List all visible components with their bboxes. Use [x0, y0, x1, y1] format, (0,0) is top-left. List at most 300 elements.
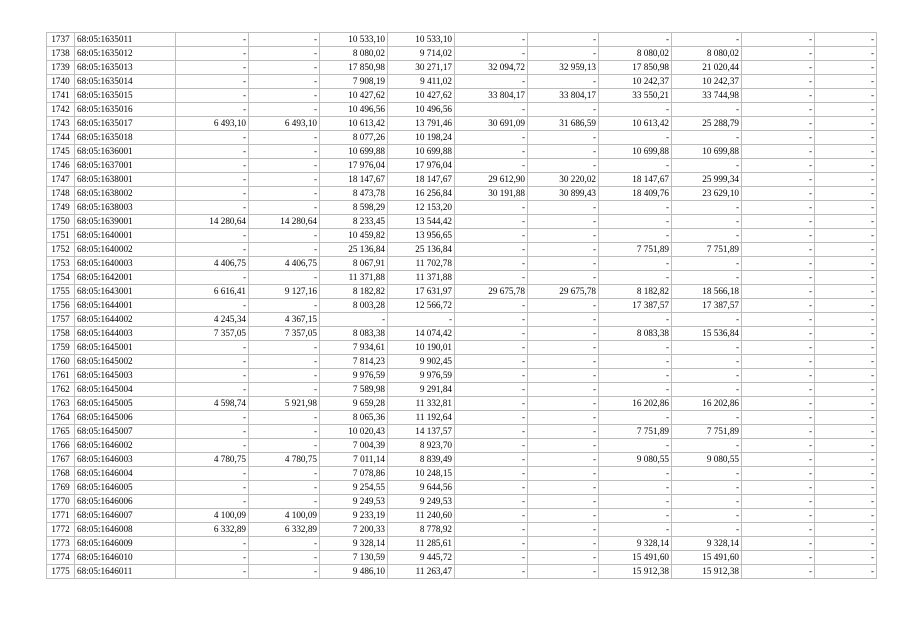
value-cell: 29 675,78 [455, 285, 528, 299]
row-number-cell: 1758 [47, 327, 75, 341]
value-cell: - [249, 89, 320, 103]
value-cell: 4 100,09 [176, 509, 249, 523]
value-cell: 6 616,41 [176, 285, 249, 299]
cadastral-code-cell: 68:05:1646007 [75, 509, 176, 523]
value-cell: - [528, 215, 599, 229]
row-number-cell: 1746 [47, 159, 75, 173]
value-cell: - [815, 439, 877, 453]
value-cell: - [455, 103, 528, 117]
cadastral-code-cell: 68:05:1638001 [75, 173, 176, 187]
value-cell: 8 233,45 [320, 215, 388, 229]
value-cell: 4 780,75 [249, 453, 320, 467]
data-table [46, 32, 877, 579]
value-cell: 7 751,89 [672, 243, 742, 257]
value-cell: - [528, 313, 599, 327]
value-cell: - [249, 47, 320, 61]
value-cell: - [742, 467, 815, 481]
value-cell: - [742, 397, 815, 411]
value-cell: 14 074,42 [388, 327, 455, 341]
table-row [47, 61, 877, 75]
value-cell: 8 003,28 [320, 299, 388, 313]
row-number-cell: 1739 [47, 61, 75, 75]
row-number-cell: 1759 [47, 341, 75, 355]
value-cell: - [742, 369, 815, 383]
table-row [47, 523, 877, 537]
value-cell: 7 130,59 [320, 551, 388, 565]
value-cell: - [455, 439, 528, 453]
table-row [47, 117, 877, 131]
value-cell: 25 136,84 [320, 243, 388, 257]
value-cell: 9 233,19 [320, 509, 388, 523]
value-cell: - [599, 411, 672, 425]
value-cell: - [249, 271, 320, 285]
value-cell: 4 100,09 [249, 509, 320, 523]
value-cell: 30 899,43 [528, 187, 599, 201]
table-row [47, 327, 877, 341]
cadastral-code-cell: 68:05:1637001 [75, 159, 176, 173]
value-cell: - [528, 509, 599, 523]
value-cell: 15 912,38 [672, 565, 742, 579]
value-cell: - [176, 271, 249, 285]
value-cell: 14 280,64 [249, 215, 320, 229]
table-row [47, 299, 877, 313]
value-cell: - [528, 523, 599, 537]
value-cell: - [672, 257, 742, 271]
value-cell: - [249, 383, 320, 397]
value-cell: - [176, 383, 249, 397]
value-cell: 4 406,75 [249, 257, 320, 271]
row-number-cell: 1748 [47, 187, 75, 201]
value-cell: - [249, 481, 320, 495]
value-cell: - [528, 159, 599, 173]
value-cell: 10 533,10 [320, 33, 388, 47]
table-row [47, 495, 877, 509]
value-cell: - [742, 327, 815, 341]
cadastral-code-cell: 68:05:1635014 [75, 75, 176, 89]
value-cell: 23 629,10 [672, 187, 742, 201]
value-cell: 4 406,75 [176, 257, 249, 271]
value-cell: - [599, 369, 672, 383]
value-cell: 10 496,56 [320, 103, 388, 117]
value-cell: - [176, 243, 249, 257]
value-cell: 9 976,59 [388, 369, 455, 383]
value-cell: 4 367,15 [249, 313, 320, 327]
value-cell: - [528, 75, 599, 89]
row-number-cell: 1764 [47, 411, 75, 425]
value-cell: - [455, 33, 528, 47]
value-cell: 17 850,98 [320, 61, 388, 75]
value-cell: - [742, 313, 815, 327]
value-cell: 6 332,89 [176, 523, 249, 537]
value-cell: - [249, 565, 320, 579]
value-cell: - [672, 229, 742, 243]
value-cell: 33 744,98 [672, 89, 742, 103]
value-cell: 17 976,04 [388, 159, 455, 173]
value-cell: - [742, 341, 815, 355]
value-cell: - [815, 383, 877, 397]
value-cell: 10 699,88 [672, 145, 742, 159]
value-cell: - [599, 271, 672, 285]
row-number-cell: 1744 [47, 131, 75, 145]
value-cell: - [528, 467, 599, 481]
value-cell: 8 839,49 [388, 453, 455, 467]
value-cell: - [528, 425, 599, 439]
value-cell: 17 387,57 [599, 299, 672, 313]
cadastral-code-cell: 68:05:1640002 [75, 243, 176, 257]
value-cell: - [742, 509, 815, 523]
value-cell: - [599, 481, 672, 495]
value-cell: - [742, 61, 815, 75]
value-cell: 9 714,02 [388, 47, 455, 61]
value-cell: - [455, 383, 528, 397]
value-cell: 15 491,60 [672, 551, 742, 565]
row-number-cell: 1774 [47, 551, 75, 565]
cadastral-code-cell: 68:05:1635011 [75, 33, 176, 47]
value-cell: 21 020,44 [672, 61, 742, 75]
value-cell: - [176, 145, 249, 159]
value-cell: - [249, 495, 320, 509]
value-cell: - [742, 495, 815, 509]
value-cell: 8 778,92 [388, 523, 455, 537]
value-cell: - [249, 145, 320, 159]
value-cell: 10 613,42 [320, 117, 388, 131]
value-cell: 9 976,59 [320, 369, 388, 383]
value-cell: - [249, 551, 320, 565]
value-cell: - [320, 313, 388, 327]
value-cell: - [672, 523, 742, 537]
value-cell: - [528, 411, 599, 425]
row-number-cell: 1769 [47, 481, 75, 495]
value-cell: - [176, 495, 249, 509]
value-cell: 30 691,09 [455, 117, 528, 131]
cadastral-code-cell: 68:05:1645001 [75, 341, 176, 355]
value-cell: 9 644,56 [388, 481, 455, 495]
value-cell: 7 357,05 [249, 327, 320, 341]
value-cell: - [672, 439, 742, 453]
table-row [47, 89, 877, 103]
value-cell: 10 242,37 [599, 75, 672, 89]
value-cell: - [455, 271, 528, 285]
value-cell: - [249, 159, 320, 173]
value-cell: 11 285,61 [388, 537, 455, 551]
value-cell: - [455, 467, 528, 481]
value-cell: 18 409,76 [599, 187, 672, 201]
row-number-cell: 1752 [47, 243, 75, 257]
cadastral-code-cell: 68:05:1635013 [75, 61, 176, 75]
value-cell: - [599, 355, 672, 369]
value-cell: - [599, 159, 672, 173]
cadastral-code-cell: 68:05:1645006 [75, 411, 176, 425]
value-cell: - [672, 481, 742, 495]
value-cell: 10 248,15 [388, 467, 455, 481]
cadastral-code-cell: 68:05:1646006 [75, 495, 176, 509]
value-cell: - [815, 341, 877, 355]
value-cell: - [742, 131, 815, 145]
row-number-cell: 1742 [47, 103, 75, 117]
cadastral-code-cell: 68:05:1645002 [75, 355, 176, 369]
value-cell: - [672, 131, 742, 145]
value-cell: - [455, 159, 528, 173]
table-row [47, 131, 877, 145]
row-number-cell: 1772 [47, 523, 75, 537]
value-cell: - [528, 327, 599, 341]
value-cell: 8 083,38 [599, 327, 672, 341]
row-number-cell: 1743 [47, 117, 75, 131]
cadastral-code-cell: 68:05:1644002 [75, 313, 176, 327]
table-row [47, 453, 877, 467]
value-cell: - [599, 215, 672, 229]
value-cell: - [815, 495, 877, 509]
table-row [47, 243, 877, 257]
value-cell: - [455, 369, 528, 383]
value-cell: - [742, 257, 815, 271]
row-number-cell: 1771 [47, 509, 75, 523]
value-cell: - [249, 299, 320, 313]
table-row [47, 75, 877, 89]
value-cell: 18 147,67 [388, 173, 455, 187]
value-cell: 10 198,24 [388, 131, 455, 145]
value-cell: 7 078,86 [320, 467, 388, 481]
value-cell: 8 598,29 [320, 201, 388, 215]
value-cell: - [742, 229, 815, 243]
value-cell: - [742, 159, 815, 173]
value-cell: - [455, 215, 528, 229]
value-cell: - [672, 495, 742, 509]
value-cell: - [176, 89, 249, 103]
value-cell: - [672, 201, 742, 215]
value-cell: - [176, 75, 249, 89]
value-cell: - [176, 341, 249, 355]
value-cell: 17 976,04 [320, 159, 388, 173]
cadastral-code-cell: 68:05:1635015 [75, 89, 176, 103]
row-number-cell: 1745 [47, 145, 75, 159]
value-cell: - [599, 201, 672, 215]
table-row [47, 411, 877, 425]
value-cell: - [249, 229, 320, 243]
value-cell: 9 080,55 [599, 453, 672, 467]
row-number-cell: 1770 [47, 495, 75, 509]
value-cell: - [815, 551, 877, 565]
value-cell: - [672, 411, 742, 425]
value-cell: 9 328,14 [320, 537, 388, 551]
row-number-cell: 1747 [47, 173, 75, 187]
value-cell: 10 020,43 [320, 425, 388, 439]
value-cell: - [455, 355, 528, 369]
value-cell: - [815, 523, 877, 537]
value-cell: - [599, 467, 672, 481]
value-cell: - [599, 383, 672, 397]
value-cell: - [455, 565, 528, 579]
value-cell: - [742, 243, 815, 257]
value-cell: - [815, 131, 877, 145]
value-cell: - [176, 551, 249, 565]
value-cell: 5 921,98 [249, 397, 320, 411]
value-cell: 17 850,98 [599, 61, 672, 75]
value-cell: - [528, 383, 599, 397]
value-cell: 25 288,79 [672, 117, 742, 131]
table-row [47, 187, 877, 201]
value-cell: - [528, 257, 599, 271]
value-cell: 6 493,10 [249, 117, 320, 131]
value-cell: 8 080,02 [599, 47, 672, 61]
value-cell: 10 190,01 [388, 341, 455, 355]
table-row [47, 271, 877, 285]
value-cell: - [176, 173, 249, 187]
value-cell: 6 493,10 [176, 117, 249, 131]
value-cell: - [528, 369, 599, 383]
value-cell: - [815, 313, 877, 327]
cadastral-code-cell: 68:05:1640003 [75, 257, 176, 271]
value-cell: 9 328,14 [599, 537, 672, 551]
value-cell: - [815, 33, 877, 47]
value-cell: - [672, 355, 742, 369]
value-cell: - [249, 537, 320, 551]
value-cell: 8 065,36 [320, 411, 388, 425]
row-number-cell: 1753 [47, 257, 75, 271]
value-cell: - [815, 257, 877, 271]
value-cell: 9 249,53 [388, 495, 455, 509]
row-number-cell: 1760 [47, 355, 75, 369]
value-cell: - [815, 481, 877, 495]
value-cell: - [815, 411, 877, 425]
table-row [47, 397, 877, 411]
value-cell: - [742, 173, 815, 187]
cadastral-code-cell: 68:05:1646004 [75, 467, 176, 481]
value-cell: - [528, 33, 599, 47]
cadastral-code-cell: 68:05:1646005 [75, 481, 176, 495]
table-row [47, 383, 877, 397]
value-cell: - [815, 369, 877, 383]
row-number-cell: 1762 [47, 383, 75, 397]
cadastral-code-cell: 68:05:1640001 [75, 229, 176, 243]
value-cell: 10 459,82 [320, 229, 388, 243]
value-cell: - [176, 229, 249, 243]
value-cell: - [815, 117, 877, 131]
value-cell: - [455, 425, 528, 439]
value-cell: 16 256,84 [388, 187, 455, 201]
value-cell: 10 533,10 [388, 33, 455, 47]
value-cell: 13 956,65 [388, 229, 455, 243]
cadastral-code-cell: 68:05:1635018 [75, 131, 176, 145]
value-cell: - [599, 495, 672, 509]
value-cell: - [455, 551, 528, 565]
value-cell: 10 242,37 [672, 75, 742, 89]
value-cell: - [249, 369, 320, 383]
value-cell: 10 613,42 [599, 117, 672, 131]
cadastral-code-cell: 68:05:1645004 [75, 383, 176, 397]
row-number-cell: 1763 [47, 397, 75, 411]
table-row [47, 565, 877, 579]
value-cell: - [249, 187, 320, 201]
value-cell: - [815, 467, 877, 481]
value-cell: - [249, 33, 320, 47]
value-cell: 7 814,23 [320, 355, 388, 369]
value-cell: - [742, 145, 815, 159]
value-cell: - [455, 453, 528, 467]
value-cell: 16 202,86 [672, 397, 742, 411]
table-row [47, 425, 877, 439]
value-cell: - [455, 299, 528, 313]
value-cell: 14 280,64 [176, 215, 249, 229]
value-cell: - [528, 565, 599, 579]
table-row [47, 257, 877, 271]
value-cell: - [815, 565, 877, 579]
table-row [47, 313, 877, 327]
value-cell: 9 254,55 [320, 481, 388, 495]
value-cell: - [672, 509, 742, 523]
value-cell: 6 332,89 [249, 523, 320, 537]
value-cell: 7 934,61 [320, 341, 388, 355]
cadastral-code-cell: 68:05:1644003 [75, 327, 176, 341]
value-cell: - [249, 411, 320, 425]
value-cell: 14 137,57 [388, 425, 455, 439]
value-cell: - [176, 439, 249, 453]
value-cell: - [388, 313, 455, 327]
value-cell: - [176, 425, 249, 439]
value-cell: - [249, 425, 320, 439]
value-cell: - [455, 75, 528, 89]
value-cell: - [742, 383, 815, 397]
value-cell: - [815, 89, 877, 103]
value-cell: 9 902,45 [388, 355, 455, 369]
value-cell: - [528, 201, 599, 215]
value-cell: - [742, 439, 815, 453]
value-cell: - [528, 355, 599, 369]
row-number-cell: 1766 [47, 439, 75, 453]
value-cell: - [528, 47, 599, 61]
value-cell: 33 804,17 [455, 89, 528, 103]
value-cell: - [599, 229, 672, 243]
value-cell: - [528, 243, 599, 257]
value-cell: - [176, 565, 249, 579]
value-cell: 18 147,67 [599, 173, 672, 187]
value-cell: 32 959,13 [528, 61, 599, 75]
row-number-cell: 1773 [47, 537, 75, 551]
value-cell: 18 566,18 [672, 285, 742, 299]
value-cell: - [742, 187, 815, 201]
row-number-cell: 1757 [47, 313, 75, 327]
cadastral-code-cell: 68:05:1636001 [75, 145, 176, 159]
value-cell: - [815, 509, 877, 523]
row-number-cell: 1756 [47, 299, 75, 313]
row-number-cell: 1737 [47, 33, 75, 47]
value-cell: - [672, 33, 742, 47]
value-cell: 8 077,26 [320, 131, 388, 145]
value-cell: 11 192,64 [388, 411, 455, 425]
value-cell: 25 136,84 [388, 243, 455, 257]
value-cell: - [455, 327, 528, 341]
value-cell: 11 240,60 [388, 509, 455, 523]
value-cell: 8 080,02 [320, 47, 388, 61]
value-cell: - [815, 271, 877, 285]
value-cell: - [176, 481, 249, 495]
value-cell: 30 271,17 [388, 61, 455, 75]
value-cell: 11 332,81 [388, 397, 455, 411]
cadastral-code-cell: 68:05:1635017 [75, 117, 176, 131]
value-cell: - [742, 523, 815, 537]
cadastral-code-cell: 68:05:1635012 [75, 47, 176, 61]
value-cell: 9 486,10 [320, 565, 388, 579]
value-cell: - [455, 257, 528, 271]
value-cell: - [249, 355, 320, 369]
value-cell: 33 804,17 [528, 89, 599, 103]
value-cell: - [528, 299, 599, 313]
table-row [47, 285, 877, 299]
value-cell: - [455, 481, 528, 495]
value-cell: - [528, 495, 599, 509]
cadastral-code-cell: 68:05:1646003 [75, 453, 176, 467]
value-cell: 32 094,72 [455, 61, 528, 75]
